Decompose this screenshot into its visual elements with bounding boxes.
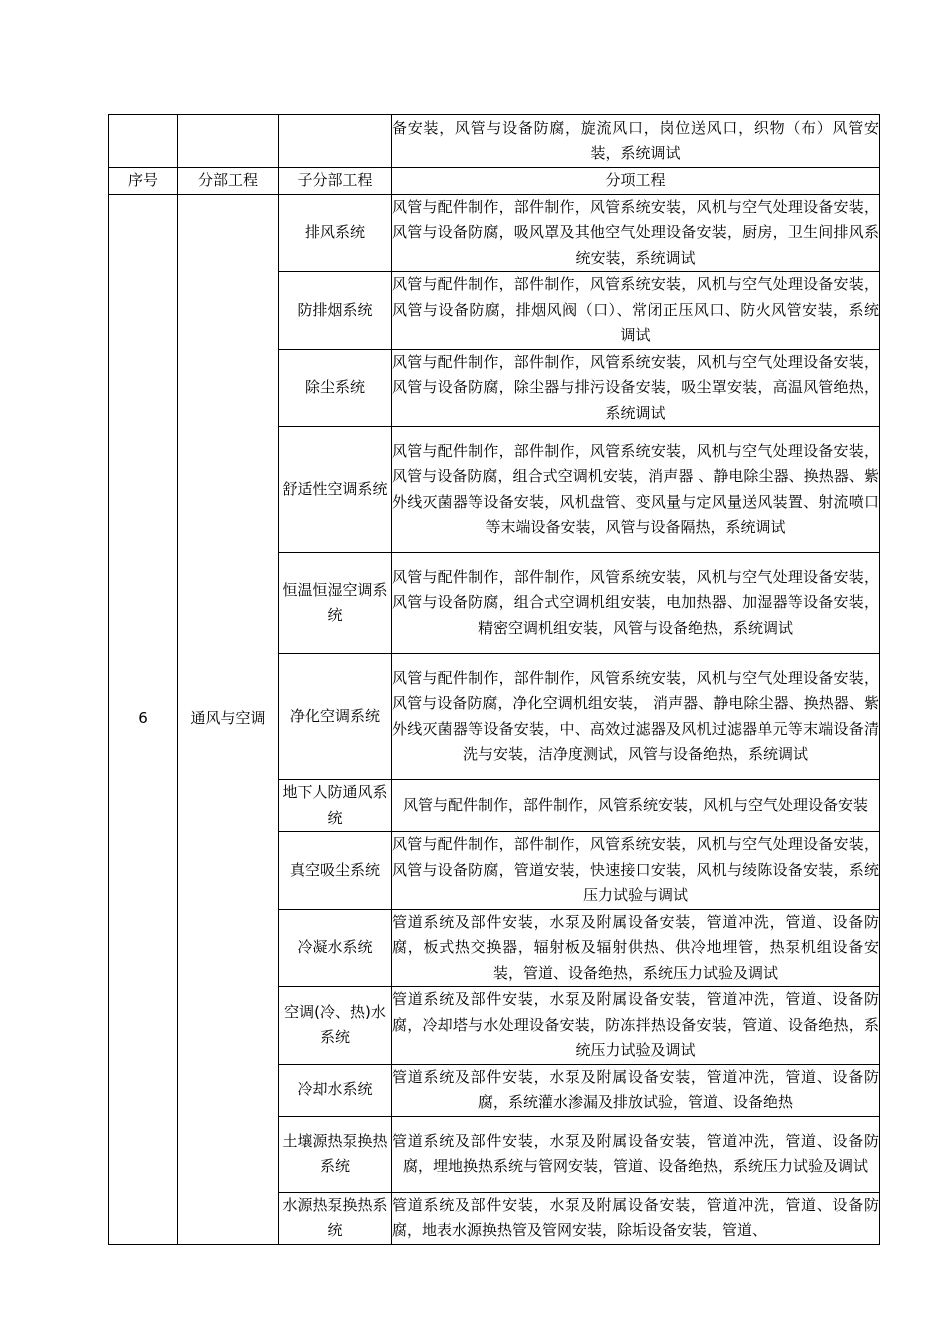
items-cell: 管道系统及部件安装，水泵及附属设备安装，管道冲洗，管道、设备防腐，埋地换热系统与管网安装，管道、设备绝热，系统压力试验及调试 <box>392 1116 880 1192</box>
header-number: 序号 <box>109 168 178 195</box>
items-cell: 管道系统及部件安装，水泵及附属设备安装，管道冲洗，管道、设备防腐，系统灌水渗漏及排放试验，管道、设备绝热 <box>392 1064 880 1116</box>
continuation-items-cell: 备安装，风管与设备防腐，旋流风口，岗位送风口，织物（布）风管安装，系统调试 <box>392 115 880 168</box>
subdivision-cell: 冷却水系统 <box>279 1064 392 1116</box>
header-subdivision: 子分部工程 <box>279 168 392 195</box>
empty-cell <box>109 115 178 168</box>
subdivision-cell: 排风系统 <box>279 194 392 272</box>
empty-cell <box>279 115 392 168</box>
group-number: 6 <box>109 194 178 1244</box>
header-division: 分部工程 <box>178 168 279 195</box>
items-cell: 风管与配件制作，部件制作，风管系统安装，风机与空气处理设备安装，风管与设备防腐，吸风罩及其他空气处理设备安装，厨房，卫生间排风系统安装，系统调试 <box>392 194 880 272</box>
subdivision-cell: 真空吸尘系统 <box>279 832 392 910</box>
items-cell: 管道系统及部件安装，水泵及附属设备安装，管道冲洗，管道、设备防腐，板式热交换器，辐射板及辐射供热、供冷地埋管，热泵机组设备安装，管道、设备绝热，系统压力试验及调试 <box>392 909 880 987</box>
subdivision-cell: 除尘系统 <box>279 349 392 427</box>
items-cell: 风管与配件制作，部件制作，风管系统安装，风机与空气处理设备安装，风管与设备防腐，管道安装，快速接口安装，风机与绫陈设备安装，系统压力试验与调试 <box>392 832 880 910</box>
items-cell: 风管与配件制作，部件制作，风管系统安装，风机与空气处理设备安装，风管与设备防腐，除尘器与排污设备安装，吸尘罩安装，高温风管绝热，系统调试 <box>392 349 880 427</box>
subdivision-cell: 净化空调系统 <box>279 654 392 780</box>
subdivision-cell: 水源热泵换热系统 <box>279 1192 392 1244</box>
subdivision-cell: 冷凝水系统 <box>279 909 392 987</box>
items-cell: 管道系统及部件安装，水泵及附属设备安装，管道冲洗，管道、设备防腐，冷却塔与水处理设备安装，防冻拌热设备安装，管道、设备绝热，系统压力试验及调试 <box>392 987 880 1065</box>
subdivision-cell: 舒适性空调系统 <box>279 427 392 553</box>
empty-cell <box>178 115 279 168</box>
items-cell: 管道系统及部件安装，水泵及附属设备安装，管道冲洗，管道、设备防腐，地表水源换热管及管网安装，除垢设备安装，管道、 <box>392 1192 880 1244</box>
subdivision-cell: 空调(冷、热)水系统 <box>279 987 392 1065</box>
header-row <box>109 168 880 195</box>
subdivision-cell: 土壤源热泵换热系统 <box>279 1116 392 1192</box>
items-cell: 风管与配件制作，部件制作，风管系统安装，风机与空气处理设备安装 <box>392 780 880 832</box>
items-cell: 风管与配件制作，部件制作，风管系统安装，风机与空气处理设备安装，风管与设备防腐，组合式空调机安装，消声器 、静电除尘器、换热器、紫外线灭菌器等设备安装，风机盘管、变风量与定风量送风装置、射流喷口等末端设备安装，风管与设备隔热，系统调试 <box>392 427 880 553</box>
continuation-row <box>109 115 880 168</box>
items-cell: 风管与配件制作，部件制作，风管系统安装，风机与空气处理设备安装，风管与设备防腐，组合式空调机组安装，电加热器、加湿器等设备安装，精密空调机组安装，风管与设备绝热，系统调试 <box>392 553 880 654</box>
header-items: 分项工程 <box>392 168 880 195</box>
subdivision-cell: 恒温恒湿空调系统 <box>279 553 392 654</box>
construction-items-table <box>108 114 880 1245</box>
group-division-name: 通风与空调 <box>178 194 279 1244</box>
subdivision-cell: 防排烟系统 <box>279 272 392 350</box>
subdivision-cell: 地下人防通风系统 <box>279 780 392 832</box>
table-row <box>109 194 880 272</box>
items-cell: 风管与配件制作，部件制作，风管系统安装，风机与空气处理设备安装，风管与设备防腐，排烟风阀（口）、常闭正压风口、防火风管安装，系统调试 <box>392 272 880 350</box>
items-cell: 风管与配件制作，部件制作，风管系统安装，风机与空气处理设备安装，风管与设备防腐，净化空调机组安装， 消声器、静电除尘器、换热器、紫外线灭菌器等设备安装，中、高效过滤器及风机过滤器单元等末端设备清洗与安装，洁净度测试，风管与设备绝热，系统调试 <box>392 654 880 780</box>
